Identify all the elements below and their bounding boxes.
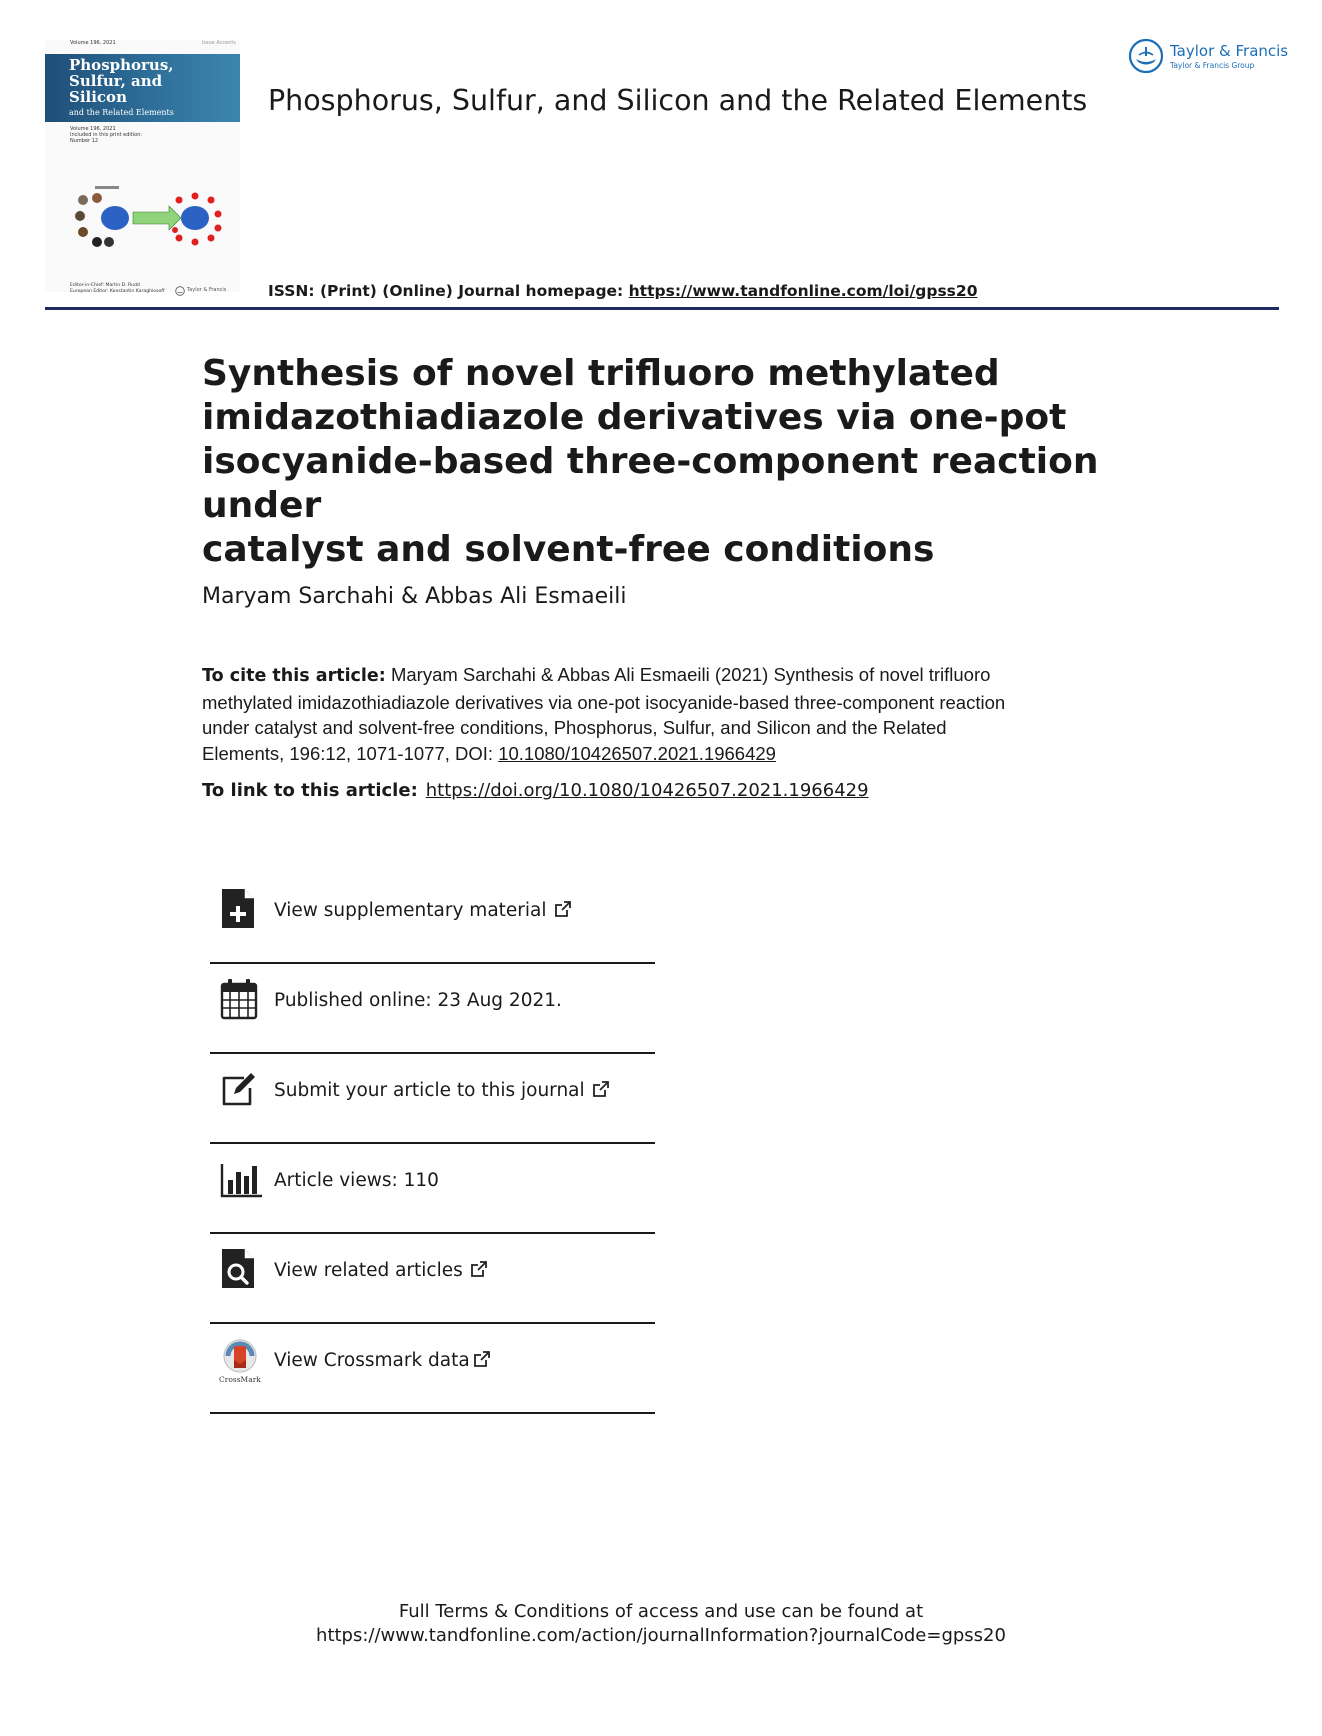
external-link-icon <box>554 900 572 918</box>
info-row-submit[interactable] <box>210 1054 655 1144</box>
publisher-name: Taylor & Francis <box>1170 42 1289 60</box>
cover-publisher: Taylor & Francis <box>187 287 227 293</box>
link-label: To link to this article: <box>202 780 418 801</box>
article-authors: Maryam Sarchahi & Abbas Ali Esmaeili <box>202 584 627 609</box>
supplementary-label: View supplementary material <box>274 900 547 921</box>
cover-editor-1: Editor-in-Chief: Martin D. Rudd <box>70 283 140 288</box>
cite-line-3: under catalyst and solvent-free conditions, Phosphorus, Sulfur, and Silicon and the Related <box>202 717 947 738</box>
cover-publisher-icon <box>175 286 185 296</box>
cover-graphic-icon <box>75 186 225 268</box>
cover-editor-2: European Editor: Konstantin Karaghiosoff <box>70 289 165 294</box>
info-row-views <box>210 1144 655 1234</box>
article-link-line <box>202 780 869 801</box>
taylor-francis-icon <box>1128 38 1164 74</box>
file-search-icon <box>220 1248 258 1290</box>
info-row-supplementary[interactable] <box>210 874 655 964</box>
crossmark-logo-text: CrossMark <box>219 1375 261 1384</box>
bar-chart-icon <box>220 1158 258 1200</box>
external-link-icon <box>592 1080 610 1098</box>
cite-line-2: methylated imidazothiadiazole derivatives via one-pot isocyanide-based three-component reaction <box>202 691 1006 713</box>
cite-line-4: Elements, 196:12, 1071-1077, DOI: <box>202 742 499 764</box>
info-row-published <box>210 964 655 1054</box>
cite-label: To cite this article: <box>202 666 386 686</box>
info-row-crossmark[interactable] <box>210 1324 655 1414</box>
file-plus-icon <box>220 888 258 930</box>
related-label: View related articles <box>274 1260 463 1281</box>
journal-homepage-link[interactable]: https://www.tandfonline.com/loi/gpss20 <box>628 282 978 300</box>
cover-subtitle: and the Related Elements <box>69 108 174 117</box>
footer-terms-url[interactable]: https://www.tandfonline.com/action/journalInformation?journalCode=gpss20 <box>316 1625 1006 1646</box>
external-link-icon <box>470 1260 488 1278</box>
issn-line <box>268 282 977 300</box>
journal-cover <box>45 40 240 292</box>
crossmark-icon <box>219 1338 261 1384</box>
article-title: Synthesis of novel trifluoro methylated imidazothiadiazole derivatives via one-pot isocyanide-based three-component reaction under catalyst and solvent-free conditions <box>202 353 1099 570</box>
cover-title: Phosphorus, Sulfur, and Silicon <box>69 56 174 106</box>
footer-terms <box>0 1600 1322 1648</box>
cite-line-1: Maryam Sarchahi & Abbas Ali Esmaeili (2021) Synthesis of novel trifluoro <box>390 664 991 685</box>
cover-volume: Volume 196, 2021 <box>70 40 116 46</box>
doi-link[interactable]: 10.1080/10426507.2021.1966429 <box>498 742 776 764</box>
views-label: Article views: 110 <box>274 1170 439 1191</box>
journal-title: Phosphorus, Sulfur, and Silicon and the Related Elements <box>268 84 1088 117</box>
external-link-icon <box>473 1350 491 1368</box>
article-info-list <box>210 874 655 1414</box>
citation-block <box>202 662 1162 766</box>
cover-edition-1: Volume 196, 2021 <box>70 126 116 132</box>
cover-edition-3: Number 12 <box>70 138 99 144</box>
header-divider <box>45 307 1279 310</box>
cover-edition-2: Included in this print edition: <box>70 132 143 138</box>
cover-corner-note: Issue Accents <box>201 40 236 46</box>
edit-icon <box>220 1068 258 1110</box>
submit-label: Submit your article to this journal <box>274 1080 585 1101</box>
crossmark-label: View Crossmark data <box>274 1350 470 1371</box>
published-label: Published online: 23 Aug 2021. <box>274 990 562 1011</box>
footer-line-1: Full Terms & Conditions of access and use can be found at <box>398 1601 924 1622</box>
article-doi-url[interactable]: https://doi.org/10.1080/10426507.2021.1966429 <box>425 780 869 801</box>
calendar-icon <box>220 978 258 1020</box>
info-row-related[interactable] <box>210 1234 655 1324</box>
publisher-group: Taylor & Francis Group <box>1170 61 1255 70</box>
issn-text: ISSN: (Print) (Online) Journal homepage: <box>268 282 629 300</box>
